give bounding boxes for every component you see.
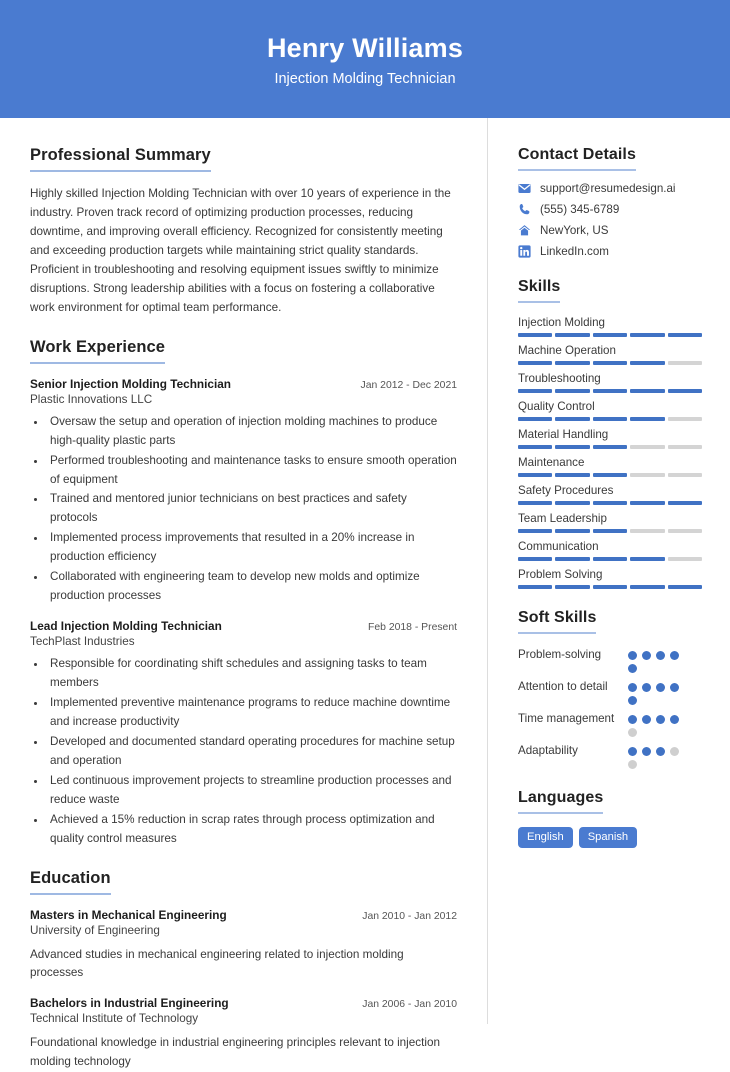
skill-label: Safety Procedures bbox=[518, 484, 614, 497]
skill-label: Troubleshooting bbox=[518, 372, 601, 385]
education-entry bbox=[30, 908, 457, 983]
contact-value: (555) 345-6789 bbox=[540, 203, 620, 216]
soft-skill-label: Problem-solving bbox=[518, 648, 602, 661]
experience-entry-header bbox=[30, 377, 457, 391]
experience-bullet: • Performed troubleshooting and maintenance tasks to ensure smooth operation of equipment bbox=[47, 452, 457, 490]
skill-level-segment bbox=[518, 361, 552, 365]
resume-body bbox=[0, 118, 730, 1068]
soft-skill-dot bbox=[642, 651, 651, 660]
skill-level-segment bbox=[668, 557, 702, 561]
experience-bullet: • Achieved a 15% reduction in scrap rates through process optimization and quality control measures bbox=[47, 811, 457, 849]
experience-bullet: • Oversaw the setup and operation of injection molding machines to produce high-quality plastic parts bbox=[47, 413, 457, 451]
experience-company: Plastic Innovations LLC bbox=[30, 392, 153, 406]
experience-entry bbox=[30, 377, 457, 607]
skill-item bbox=[518, 372, 702, 393]
soft-skill-dot bbox=[628, 683, 637, 692]
skill-label: Injection Molding bbox=[518, 316, 606, 329]
contact-item[interactable] bbox=[518, 245, 702, 258]
skill-level-segment bbox=[518, 529, 552, 533]
soft-skill-dot bbox=[656, 747, 665, 756]
contact-value: support@resumedesign.ai bbox=[540, 182, 676, 195]
experience-date: Jan 2012 - Dec 2021 bbox=[360, 379, 457, 391]
education-entry bbox=[30, 996, 457, 1071]
skill-item bbox=[518, 428, 702, 449]
skill-level-segment bbox=[518, 445, 552, 449]
skills-list bbox=[518, 316, 702, 589]
skill-level-segment bbox=[518, 417, 552, 421]
skill-level-segment bbox=[593, 501, 627, 505]
skill-level-segment bbox=[668, 501, 702, 505]
soft-skill-item bbox=[518, 711, 702, 737]
skill-level-segment bbox=[518, 501, 552, 505]
skills-heading: Skills bbox=[518, 278, 560, 303]
soft-skill-item bbox=[518, 679, 702, 705]
experience-entry bbox=[30, 619, 457, 849]
skill-level-segment bbox=[668, 445, 702, 449]
languages-section bbox=[518, 789, 702, 848]
experience-bullet: • Implemented process improvements that resulted in a 20% increase in production efficiency bbox=[47, 529, 457, 567]
skill-level-segment bbox=[593, 529, 627, 533]
skill-item bbox=[518, 568, 702, 589]
skill-level-bar bbox=[518, 333, 702, 337]
skill-item bbox=[518, 512, 702, 533]
skill-level-segment bbox=[555, 445, 589, 449]
skill-level-segment bbox=[555, 473, 589, 477]
languages-heading: Languages bbox=[518, 789, 603, 814]
skill-level-segment bbox=[668, 473, 702, 477]
work-experience-section bbox=[30, 338, 457, 849]
skill-level-segment bbox=[668, 361, 702, 365]
skill-level-bar bbox=[518, 389, 702, 393]
language-chip: Spanish bbox=[579, 827, 637, 848]
education-section bbox=[30, 869, 457, 1072]
skill-label: Communication bbox=[518, 540, 599, 553]
skill-level-bar bbox=[518, 417, 702, 421]
soft-skill-dot bbox=[656, 651, 665, 660]
education-description: Advanced studies in mechanical engineering related to injection molding processes bbox=[30, 947, 404, 980]
education-school: University of Engineering bbox=[30, 923, 160, 937]
soft-skill-dot bbox=[628, 651, 637, 660]
skill-level-segment bbox=[593, 585, 627, 589]
skill-level-segment bbox=[555, 501, 589, 505]
skill-item bbox=[518, 484, 702, 505]
soft-skill-dot bbox=[628, 715, 637, 724]
languages-list bbox=[518, 827, 702, 848]
skill-level-bar bbox=[518, 361, 702, 365]
resume-header-banner bbox=[0, 0, 730, 118]
education-degree: Masters in Mechanical Engineering bbox=[30, 907, 227, 922]
skill-item bbox=[518, 456, 702, 477]
contact-value: NewYork, US bbox=[540, 224, 609, 237]
soft-skill-dot bbox=[670, 651, 679, 660]
skill-level-segment bbox=[593, 333, 627, 337]
skill-level-segment bbox=[593, 361, 627, 365]
contact-item[interactable] bbox=[518, 182, 702, 195]
skill-label: Problem Solving bbox=[518, 568, 603, 581]
skill-item bbox=[518, 316, 702, 337]
soft-skill-dot bbox=[628, 747, 637, 756]
skill-label: Machine Operation bbox=[518, 344, 616, 357]
professional-summary-text: Highly skilled Injection Molding Technician with over 10 years of experience in the industry. Proven track record of optimizing production processes, reducing downtime, and improving overall efficiency. Recognized for consistently meeting and exceeding production targets while maintaining strict quality standards. Proficient in troubleshooting and resolving equipment issues swiftly to minimize disruptions. Strong leadership abilities with a focus on fostering a collaborative work environment for optimal team performance. bbox=[30, 187, 451, 314]
professional-summary-section bbox=[30, 146, 457, 318]
skill-level-segment bbox=[630, 557, 664, 561]
envelope-icon bbox=[518, 182, 535, 195]
skill-level-bar bbox=[518, 585, 702, 589]
work-experience-list bbox=[30, 377, 457, 849]
soft-skill-rating bbox=[628, 647, 690, 673]
contact-list bbox=[518, 182, 702, 258]
skill-level-segment bbox=[630, 333, 664, 337]
professional-summary-heading: Professional Summary bbox=[30, 146, 211, 172]
experience-bullet: • Developed and documented standard operating procedures for machine setup and operation bbox=[47, 733, 457, 771]
language-chip: English bbox=[518, 827, 573, 848]
education-description: Foundational knowledge in industrial engineering principles relevant to injection molding technology bbox=[30, 1036, 440, 1068]
skill-level-segment bbox=[555, 389, 589, 393]
skill-level-bar bbox=[518, 473, 702, 477]
experience-bullet: • Responsible for coordinating shift schedules and assigning tasks to team members bbox=[47, 655, 457, 693]
education-date: Jan 2006 - Jan 2010 bbox=[362, 999, 457, 1011]
skill-level-bar bbox=[518, 529, 702, 533]
soft-skill-item bbox=[518, 743, 702, 769]
skill-level-segment bbox=[668, 389, 702, 393]
experience-bullet-list bbox=[47, 655, 457, 849]
experience-bullet: • Collaborated with engineering team to develop new molds and optimize production processes bbox=[47, 568, 457, 606]
skill-level-segment bbox=[518, 333, 552, 337]
skill-level-segment bbox=[668, 333, 702, 337]
soft-skill-rating bbox=[628, 679, 690, 705]
experience-entry-header bbox=[30, 619, 457, 633]
education-entry-header bbox=[30, 908, 457, 922]
skill-item bbox=[518, 540, 702, 561]
skill-item bbox=[518, 344, 702, 365]
skill-level-segment bbox=[593, 445, 627, 449]
soft-skill-rating bbox=[628, 743, 690, 769]
education-date: Jan 2010 - Jan 2012 bbox=[362, 910, 457, 922]
candidate-name: Henry Williams bbox=[266, 33, 464, 64]
skill-level-segment bbox=[518, 557, 552, 561]
skill-level-segment bbox=[555, 585, 589, 589]
experience-bullet: • Trained and mentored junior technicians on best practices and safety protocols bbox=[47, 490, 457, 528]
contact-details-heading: Contact Details bbox=[518, 146, 636, 171]
soft-skill-dot bbox=[628, 696, 637, 705]
contact-item[interactable] bbox=[518, 224, 702, 237]
experience-company: TechPlast Industries bbox=[30, 635, 135, 649]
skill-level-segment bbox=[630, 529, 664, 533]
experience-bullet: • Implemented preventive maintenance programs to reduce machine downtime and increase productivity bbox=[47, 694, 457, 732]
skill-level-segment bbox=[630, 361, 664, 365]
skill-level-segment bbox=[518, 389, 552, 393]
soft-skill-dot bbox=[628, 760, 637, 769]
experience-role: Lead Injection Molding Technician bbox=[30, 619, 222, 634]
skill-label: Material Handling bbox=[518, 428, 609, 441]
education-entry-header bbox=[30, 996, 457, 1010]
skill-level-segment bbox=[555, 361, 589, 365]
soft-skill-dot bbox=[670, 683, 679, 692]
skill-level-segment bbox=[593, 473, 627, 477]
soft-skill-dot bbox=[628, 728, 637, 737]
skill-level-segment bbox=[555, 417, 589, 421]
soft-skills-list bbox=[518, 647, 702, 769]
contact-details-section bbox=[518, 146, 702, 258]
skill-level-segment bbox=[630, 445, 664, 449]
skill-level-segment bbox=[668, 417, 702, 421]
soft-skill-label: Adaptability bbox=[518, 744, 578, 757]
soft-skill-item bbox=[518, 647, 702, 673]
experience-bullet-list bbox=[47, 413, 457, 607]
skills-section bbox=[518, 278, 702, 589]
soft-skills-heading: Soft Skills bbox=[518, 609, 596, 634]
soft-skill-label: Attention to detail bbox=[518, 680, 608, 693]
skill-level-segment bbox=[555, 557, 589, 561]
home-icon bbox=[518, 224, 535, 237]
skill-label: Team Leadership bbox=[518, 512, 607, 525]
skill-level-segment bbox=[555, 333, 589, 337]
skill-label: Maintenance bbox=[518, 456, 585, 469]
linkedin-icon bbox=[518, 245, 535, 258]
soft-skill-dot bbox=[656, 683, 665, 692]
skill-level-segment bbox=[593, 389, 627, 393]
soft-skills-section bbox=[518, 609, 702, 769]
experience-date: Feb 2018 - Present bbox=[368, 622, 457, 634]
education-list bbox=[30, 908, 457, 1072]
soft-skill-dot bbox=[656, 715, 665, 724]
soft-skill-dot bbox=[642, 715, 651, 724]
skill-level-segment bbox=[630, 501, 664, 505]
skill-item bbox=[518, 400, 702, 421]
candidate-job-title: Injection Molding Technician bbox=[274, 71, 456, 88]
sidebar-column bbox=[488, 118, 730, 1024]
skill-level-segment bbox=[630, 473, 664, 477]
skill-level-segment bbox=[668, 529, 702, 533]
skill-level-segment bbox=[630, 389, 664, 393]
skill-level-segment bbox=[630, 417, 664, 421]
education-school: Technical Institute of Technology bbox=[30, 1012, 199, 1026]
education-heading: Education bbox=[30, 869, 111, 895]
experience-role: Senior Injection Molding Technician bbox=[30, 376, 231, 391]
soft-skill-dot bbox=[642, 747, 651, 756]
skill-level-segment bbox=[518, 585, 552, 589]
skill-level-segment bbox=[555, 529, 589, 533]
work-experience-heading: Work Experience bbox=[30, 338, 165, 364]
soft-skill-dot bbox=[670, 715, 679, 724]
skill-label: Quality Control bbox=[518, 400, 595, 413]
education-degree: Bachelors in Industrial Engineering bbox=[30, 996, 229, 1011]
experience-bullet: • Led continuous improvement projects to streamline production processes and reduce waste bbox=[47, 772, 457, 810]
contact-value: LinkedIn.com bbox=[540, 245, 609, 258]
skill-level-segment bbox=[518, 473, 552, 477]
skill-level-bar bbox=[518, 501, 702, 505]
main-column bbox=[0, 118, 487, 1068]
soft-skill-dot bbox=[642, 683, 651, 692]
phone-icon bbox=[518, 203, 535, 216]
skill-level-segment bbox=[668, 585, 702, 589]
skill-level-bar bbox=[518, 557, 702, 561]
soft-skill-label: Time management bbox=[518, 712, 615, 725]
skill-level-segment bbox=[593, 557, 627, 561]
skill-level-segment bbox=[593, 417, 627, 421]
soft-skill-dot bbox=[628, 664, 637, 673]
soft-skill-dot bbox=[670, 747, 679, 756]
skill-level-bar bbox=[518, 445, 702, 449]
skill-level-segment bbox=[630, 585, 664, 589]
soft-skill-rating bbox=[628, 711, 690, 737]
contact-item[interactable] bbox=[518, 203, 702, 216]
